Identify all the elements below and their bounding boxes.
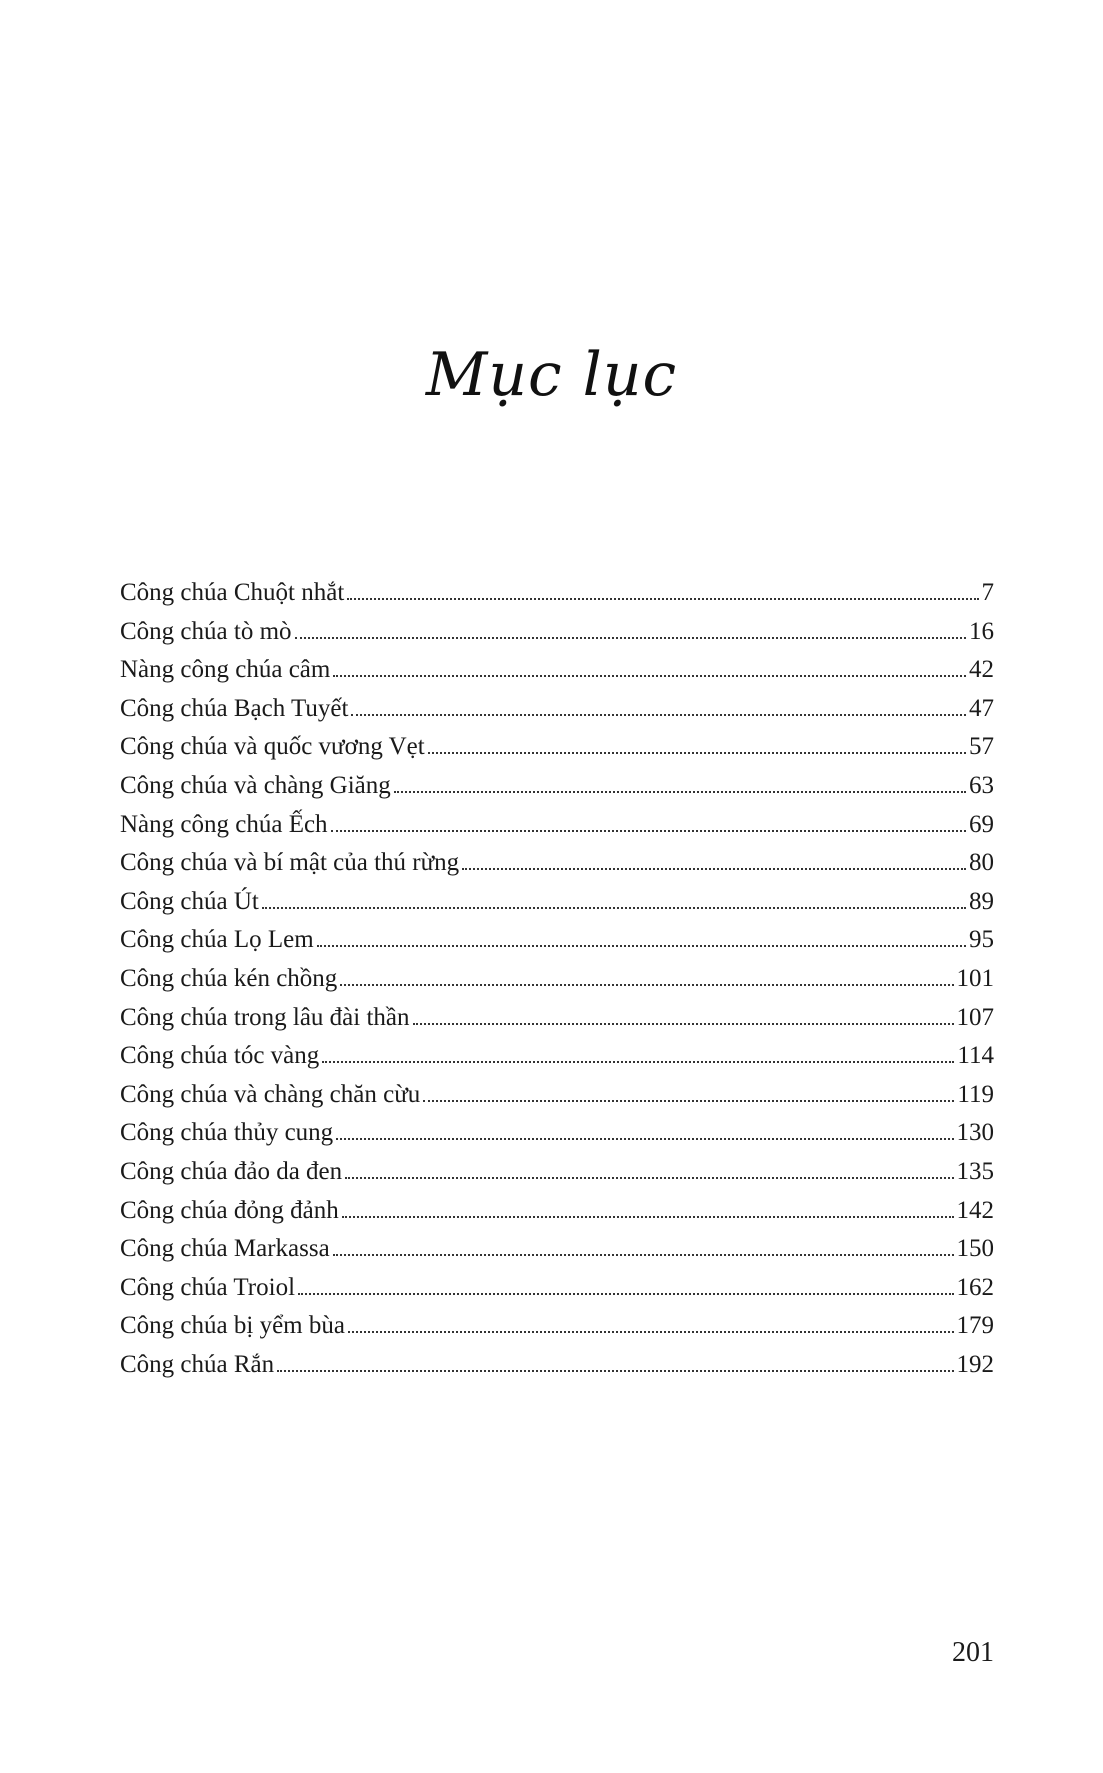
toc-entry (120, 849, 994, 888)
page-number: 201 (952, 1637, 994, 1668)
toc-entry-page: 57 (969, 733, 994, 761)
toc-entry-title: Công chúa Troiol (120, 1273, 296, 1301)
toc-entry-title: Công chúa Rắn (120, 1350, 275, 1378)
toc-entry (120, 618, 994, 657)
toc-entry (120, 888, 994, 927)
toc-entry-title: Nàng công chúa câm (120, 656, 331, 684)
toc-entry-title: Công chúa trong lâu đài thần (120, 1003, 410, 1031)
dot-leader (298, 1293, 953, 1295)
toc-entry-title: Công chúa tò mò (120, 617, 292, 645)
dot-leader (462, 868, 966, 870)
toc-entry-page: 162 (956, 1273, 994, 1301)
toc-entry-page: 119 (957, 1080, 994, 1108)
toc-entry (120, 1004, 994, 1043)
toc-entry-title: Công chúa đỏng đảnh (120, 1196, 339, 1224)
dot-leader (348, 1331, 954, 1333)
dot-leader (342, 1216, 954, 1218)
dot-leader (277, 1370, 953, 1372)
toc-entry (120, 772, 994, 811)
toc-entry-page: 135 (956, 1157, 994, 1185)
toc-entry-page: 16 (969, 617, 994, 645)
dot-leader (317, 945, 966, 947)
toc-entry-page: 192 (956, 1350, 994, 1378)
page-title: Mục lục (425, 340, 678, 410)
dot-leader (340, 984, 953, 986)
toc-entry (120, 1197, 994, 1236)
dot-leader (394, 791, 966, 793)
toc-entry (120, 1351, 994, 1390)
toc-entry-page: 114 (957, 1042, 994, 1070)
toc-entry-page: 42 (969, 656, 994, 684)
toc-entry-title: Nàng công chúa Ếch (120, 810, 328, 838)
dot-leader (413, 1023, 954, 1025)
toc-entry (120, 926, 994, 965)
dot-leader (423, 1100, 954, 1102)
toc-entry (120, 733, 994, 772)
toc-entry (120, 965, 994, 1004)
toc-entry-title: Công chúa Bạch Tuyết (120, 694, 349, 722)
table-of-contents (120, 579, 994, 1389)
toc-entry-title: Công chúa bị yểm bùa (120, 1312, 345, 1340)
toc-entry (120, 656, 994, 695)
toc-entry-page: 7 (981, 579, 994, 606)
dot-leader (347, 598, 978, 600)
toc-entry (120, 1235, 994, 1274)
toc-entry (120, 1274, 994, 1313)
dot-leader (351, 714, 966, 716)
dot-leader (331, 830, 966, 832)
toc-entry-title: Công chúa Út (120, 887, 259, 915)
toc-entry-title: Công chúa Chuột nhắt (120, 579, 345, 606)
dot-leader (322, 1061, 954, 1063)
toc-entry-title: Công chúa thủy cung (120, 1119, 334, 1147)
toc-entry (120, 1042, 994, 1081)
dot-leader (333, 675, 966, 677)
toc-entry (120, 1119, 994, 1158)
toc-entry-title: Công chúa và chàng chăn cừu (120, 1080, 421, 1108)
toc-entry-page: 47 (969, 694, 994, 722)
toc-entry-page: 89 (969, 887, 994, 915)
toc-entry (120, 695, 994, 734)
toc-entry-page: 63 (969, 771, 994, 799)
toc-entry-page: 142 (956, 1196, 994, 1224)
dot-leader (336, 1138, 953, 1140)
toc-entry-title: Công chúa và chàng Giăng (120, 771, 391, 799)
toc-entry (120, 811, 994, 850)
toc-entry-page: 101 (956, 964, 994, 992)
toc-entry-title: Công chúa kén chồng (120, 964, 338, 992)
toc-entry (120, 579, 994, 618)
toc-entry-page: 150 (956, 1235, 994, 1263)
toc-entry-title: Công chúa và bí mật của thú rừng (120, 849, 460, 877)
toc-entry-title: Công chúa Lọ Lem (120, 926, 314, 954)
toc-entry-title: Công chúa đảo da đen (120, 1157, 343, 1185)
toc-entry-title: Công chúa tóc vàng (120, 1042, 320, 1070)
toc-entry-page: 95 (969, 926, 994, 954)
toc-entry-title: Công chúa Markassa (120, 1235, 330, 1263)
toc-entry (120, 1081, 994, 1120)
dot-leader (345, 1177, 953, 1179)
toc-entry-page: 69 (969, 810, 994, 838)
dot-leader (262, 907, 966, 909)
dot-leader (295, 637, 966, 639)
toc-entry-page: 107 (956, 1003, 994, 1031)
toc-entry (120, 1312, 994, 1351)
toc-entry-title: Công chúa và quốc vương Vẹt (120, 733, 425, 761)
toc-entry (120, 1158, 994, 1197)
toc-entry-page: 179 (956, 1312, 994, 1340)
dot-leader (428, 752, 966, 754)
toc-entry-page: 130 (956, 1119, 994, 1147)
toc-entry-page: 80 (969, 849, 994, 877)
dot-leader (333, 1254, 954, 1256)
